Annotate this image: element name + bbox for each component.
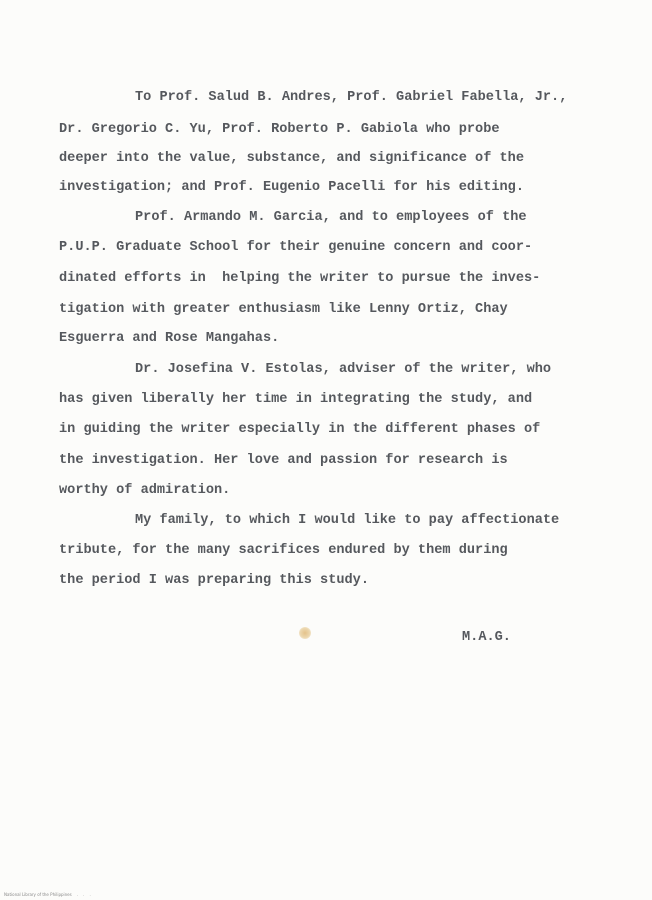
signature-initials: M.A.G. bbox=[462, 630, 511, 645]
paragraph-1 bbox=[0, 90, 568, 195]
paragraph-2-line-5: Esguerra and Rose Mangahas. bbox=[59, 331, 280, 346]
paragraph-3-line-2: has given liberally her time in integrating the study, and bbox=[59, 392, 533, 407]
paragraph-3-line-5: worthy of admiration. bbox=[59, 483, 231, 498]
paragraph-1-line-1: To Prof. Salud B. Andres, Prof. Gabriel Fabella, Jr., bbox=[135, 90, 568, 105]
paragraph-3 bbox=[0, 362, 552, 498]
paragraph-3-line-4: the investigation. Her love and passion for research is bbox=[59, 453, 508, 468]
paragraph-4-line-3: the period I was preparing this study. bbox=[59, 573, 369, 588]
paragraph-3-line-1: Dr. Josefina V. Estolas, adviser of the writer, who bbox=[135, 362, 552, 377]
paper-stain bbox=[299, 627, 311, 639]
paragraph-2-line-4: tigation with greater enthusiasm like Lenny Ortiz, Chay bbox=[59, 302, 508, 317]
paragraph-4-line-1: My family, to which I would like to pay affectionate bbox=[135, 513, 560, 528]
paragraph-2-line-2: P.U.P. Graduate School for their genuine concern and coor- bbox=[59, 240, 533, 255]
paragraph-2-line-3: dinated efforts in helping the writer to pursue the inves- bbox=[59, 271, 541, 286]
paragraph-2 bbox=[0, 210, 541, 346]
paragraph-4 bbox=[0, 513, 560, 593]
paragraph-1-line-3: deeper into the value, substance, and significance of the bbox=[59, 151, 524, 166]
paragraph-4-line-2: tribute, for the many sacrifices endured by them during bbox=[59, 543, 508, 558]
archive-footer: National Library of the Philippines . . . bbox=[4, 892, 91, 897]
paragraph-3-line-3: in guiding the writer especially in the different phases of bbox=[59, 422, 541, 437]
paragraph-1-line-4: investigation; and Prof. Eugenio Pacelli for his editing. bbox=[59, 180, 524, 195]
paragraph-2-line-1: Prof. Armando M. Garcia, and to employees of the bbox=[135, 210, 527, 225]
paragraph-1-line-2: Dr. Gregorio C. Yu, Prof. Roberto P. Gabiola who probe bbox=[59, 122, 500, 137]
